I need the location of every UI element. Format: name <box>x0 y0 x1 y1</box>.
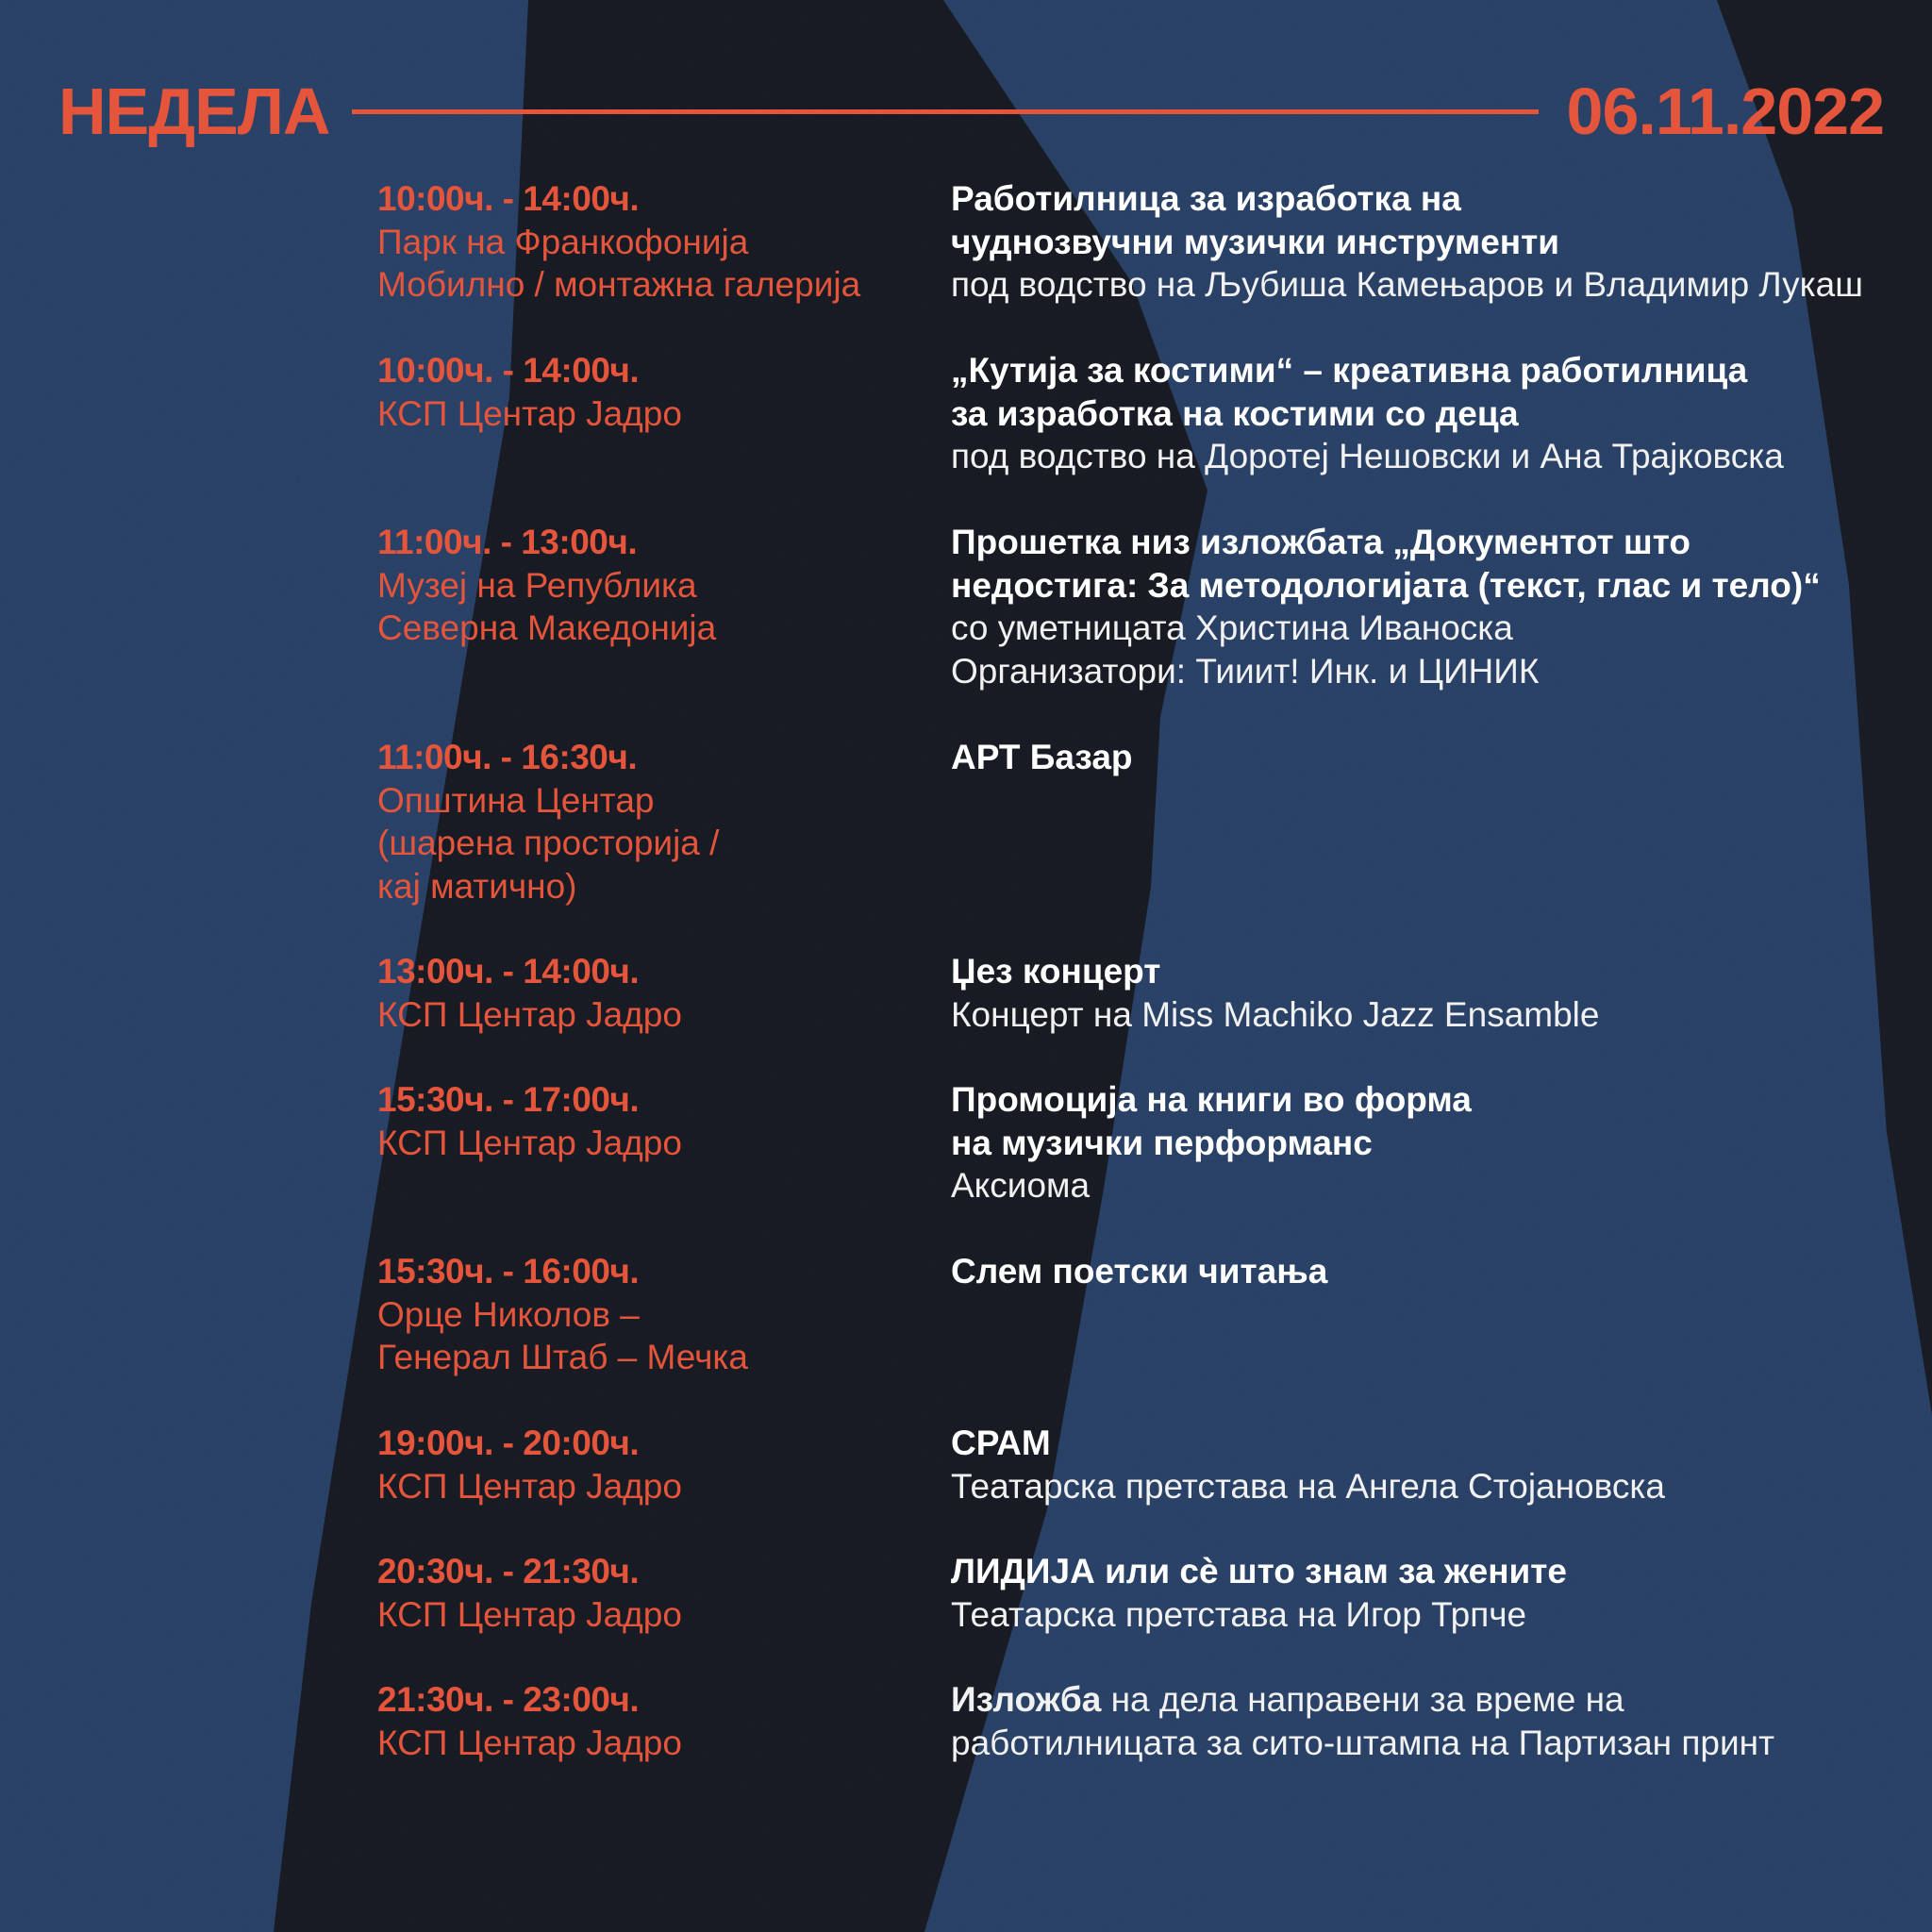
event-title: Џез концерт <box>951 952 1161 991</box>
day-title: НЕДЕЛА <box>58 75 330 148</box>
event-place: КСП Центар Јадро <box>377 1466 682 1506</box>
header <box>58 74 1884 149</box>
event-row <box>377 521 1887 709</box>
event-subtitle: под водство на Љубиша Камењаров и Владимир Лукаш <box>951 265 1863 304</box>
event-row <box>377 736 1887 924</box>
event-title: „Кутија за костими“ – креативна работилница за изработка на костими со деца <box>951 351 1748 433</box>
event-when-where <box>377 177 906 307</box>
date-title: 06.11.2022 <box>1566 75 1884 148</box>
event-when-where <box>377 521 906 650</box>
event-title: АРТ Базар <box>951 738 1133 776</box>
event-title: Работилница за изработка на чуднозвучни музички инструменти <box>951 179 1560 261</box>
event-subtitle: под водство на Доротеј Нешовски и Ана Трајковска <box>951 437 1784 475</box>
event-when-where <box>377 1078 906 1164</box>
event-title: Промоција на книги во форма на музички перформанс <box>951 1080 1472 1162</box>
event-title: Изложба <box>951 1680 1102 1719</box>
event-subtitle: на дела направени за време на работилницата за сито-штампа на Партизан принт <box>951 1680 1775 1762</box>
event-details <box>951 736 1894 779</box>
event-place: КСП Центар Јадро <box>377 1594 682 1634</box>
event-when-where <box>377 1422 906 1507</box>
event-time: 15:30ч. - 17:00ч. <box>377 1080 640 1119</box>
event-when-where <box>377 1250 906 1379</box>
event-place: Музеј на Република Северна Македонија <box>377 565 717 647</box>
event-place: КСП Центар Јадро <box>377 1723 682 1762</box>
event-row <box>377 349 1887 538</box>
event-subtitle: Аксиома <box>951 1166 1091 1205</box>
event-subtitle: со уметницата Христина Иваноска Организатори: Тииит! Инк. и ЦИНИК <box>951 608 1540 691</box>
event-subtitle: Концерт на Miss Machiko Jazz Ensamble <box>951 994 1600 1034</box>
event-subtitle: Театарска претстава на Ангела Стојановска <box>951 1466 1665 1506</box>
event-details <box>951 1422 1894 1507</box>
event-time: 11:00ч. - 16:30ч. <box>377 738 638 776</box>
event-time: 11:00ч. - 13:00ч. <box>377 523 638 561</box>
event-description <box>951 1678 1894 1764</box>
event-subtitle: Театарска претстава на Игор Трпче <box>951 1594 1527 1634</box>
event-when-where <box>377 950 906 1036</box>
event-details <box>951 1678 1894 1764</box>
event-time: 19:00ч. - 20:00ч. <box>377 1424 640 1462</box>
event-row <box>377 1250 1887 1439</box>
event-title: ЛИДИЈА или сѐ што знам за жените <box>951 1552 1567 1591</box>
event-place: Општина Центар (шарена просторија / кај матично) <box>377 780 720 906</box>
header-rule <box>352 109 1538 114</box>
event-place: КСП Центар Јадро <box>377 393 682 433</box>
event-place: Парк на Франкофонија Мобилно / монтажна галерија <box>377 222 861 304</box>
event-place: КСП Центар Јадро <box>377 1123 682 1162</box>
event-place: КСП Центар Јадро <box>377 994 682 1034</box>
event-place: Орце Николов – Генерал Штаб – Мечка <box>377 1294 748 1376</box>
event-title: СРАМ <box>951 1424 1051 1462</box>
event-details <box>951 1078 1894 1208</box>
event-details <box>951 950 1894 1036</box>
event-row <box>377 1678 1887 1867</box>
event-when-where <box>377 736 906 908</box>
event-time: 10:00ч. - 14:00ч. <box>377 351 640 390</box>
event-details <box>951 177 1894 307</box>
event-details <box>951 1550 1894 1636</box>
event-details <box>951 521 1894 692</box>
event-title: Слем поетски читања <box>951 1252 1328 1291</box>
event-when-where <box>377 1550 906 1636</box>
event-time: 20:30ч. - 21:30ч. <box>377 1552 640 1591</box>
event-time: 13:00ч. - 14:00ч. <box>377 952 640 991</box>
event-time: 10:00ч. - 14:00ч. <box>377 179 640 218</box>
event-when-where <box>377 349 906 435</box>
event-details <box>951 1250 1894 1293</box>
event-details <box>951 349 1894 478</box>
event-row <box>377 177 1887 366</box>
event-when-where <box>377 1678 906 1764</box>
event-time: 15:30ч. - 16:00ч. <box>377 1252 640 1291</box>
event-title: Прошетка низ изложбата „Документот што недостига: За методологијата (текст, глас и тело)“ <box>951 523 1821 605</box>
event-time: 21:30ч. - 23:00ч. <box>377 1680 640 1719</box>
event-row <box>377 1078 1887 1267</box>
